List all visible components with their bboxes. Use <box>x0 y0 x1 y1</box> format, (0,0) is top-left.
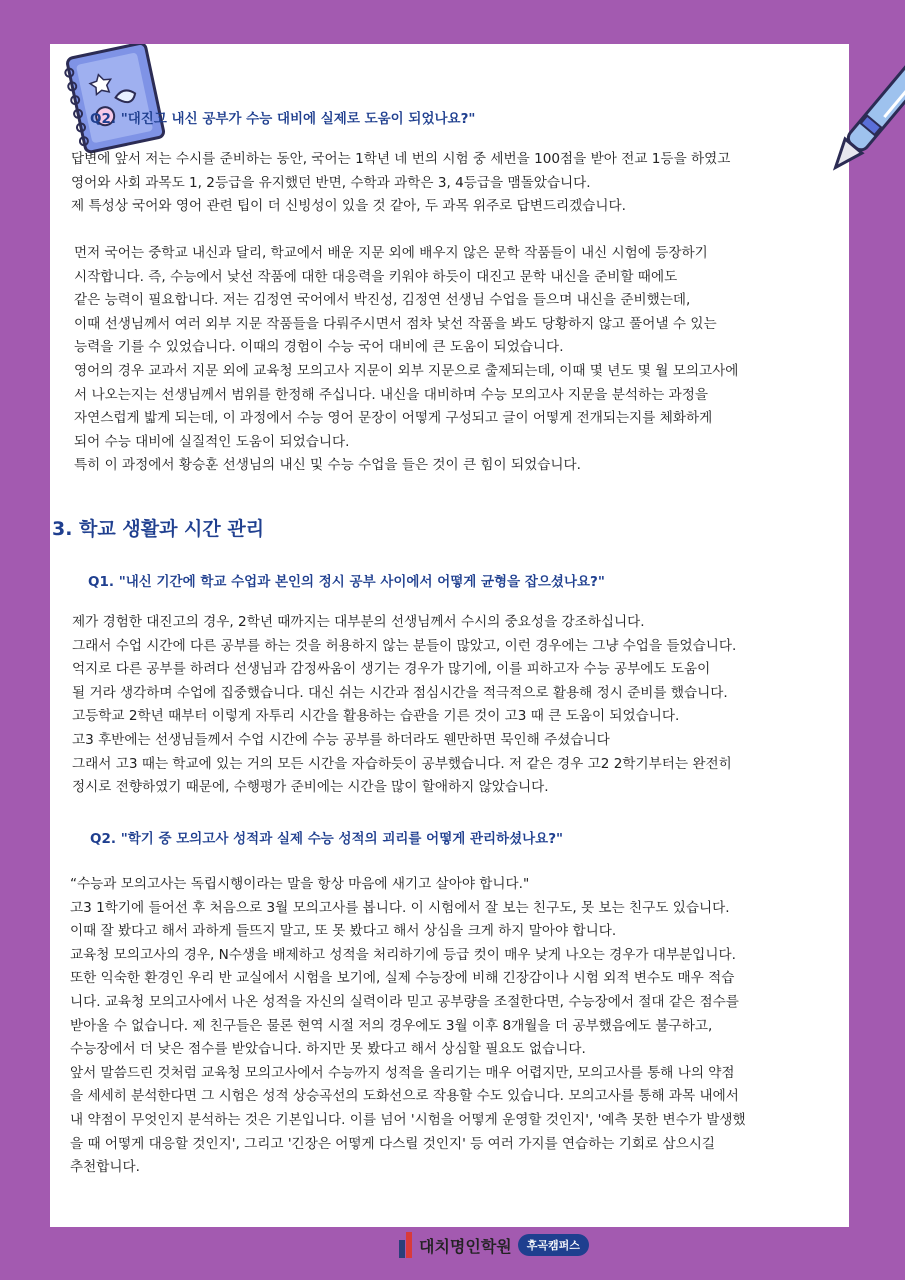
question-q2-top: Q2. "대진고 내신 공부가 수능 대비에 실제로 도움이 되었나요?" <box>90 111 476 127</box>
paragraph-line: 니다. 교육청 모의고사에서 나온 성적을 자신의 실력이라 믿고 공부량을 조절한다면, 수능장에서 절대 같은 점수를 <box>70 993 739 1010</box>
question-q1: Q1. "내신 기간에 학교 수업과 본인의 정시 공부 사이에서 어떻게 균형을 잡으셨나요?" <box>88 574 605 590</box>
paragraph-line: 자연스럽게 밟게 되는데, 이 과정에서 수능 영어 문장이 어떻게 구성되고 글이 어떻게 전개되는지를 체화하게 <box>74 410 713 427</box>
paragraph-line: 고3 후반에는 선생님들께서 수업 시간에 수능 공부를 하더라도 웬만하면 묵인해 주셨습니다 <box>72 731 610 748</box>
paragraph-line: 그래서 수업 시간에 다른 공부를 하는 것을 허용하지 않는 분들이 많았고, 이런 경우에는 그냥 수업을 들었습니다. <box>72 637 737 654</box>
logo-mark-icon <box>399 1232 413 1258</box>
paragraph-line: 답변에 앞서 저는 수시를 준비하는 동안, 국어는 1학년 네 번의 시험 중 세번을 100점을 받아 전교 1등을 하였고 <box>71 151 731 167</box>
paragraph-line: 먼저 국어는 중학교 내신과 달리, 학교에서 배운 지문 외에 배우지 않은 문학 작품들이 내신 시험에 등장하기 <box>74 245 708 261</box>
paragraph-line: 정시로 전향하였기 때문에, 수행평가 준비에는 시간을 많이 할애하지 않았습니다. <box>72 779 549 796</box>
paragraph-line: “수능과 모의고사는 독립시행이라는 말을 항상 마음에 새기고 살아야 합니다." <box>70 876 530 892</box>
paragraph-line: 또한 익숙한 환경인 우리 반 교실에서 시험을 보기에, 실제 수능장에 비해 긴장감이나 시험 외적 변수도 매우 적습 <box>70 970 735 987</box>
paragraph-line: 되어 수능 대비에 실질적인 도움이 되었습니다. <box>74 433 350 450</box>
paragraph-line: 능력을 기를 수 있었습니다. 이때의 경험이 수능 국어 대비에 큰 도움이 되었습니다. <box>74 339 564 356</box>
paragraph-line: 수능장에서 더 낮은 점수를 받았습니다. 하지만 못 봤다고 해서 상심할 필요도 없습니다. <box>70 1041 586 1058</box>
paragraph-line: 될 거라 생각하며 수업에 집중했습니다. 대신 쉬는 시간과 점심시간을 적극적으로 활용해 정시 준비를 했습니다. <box>72 684 728 701</box>
paragraph-line: 특히 이 과정에서 황승훈 선생님의 내신 및 수능 수업을 들은 것이 큰 힘이 되었습니다. <box>74 457 581 474</box>
paragraph-line: 내 약점이 무엇인지 분석하는 것은 기본입니다. 이를 넘어 '시험을 어떻게 운영할 것인지', '예측 못한 변수가 발생했 <box>70 1111 746 1128</box>
pen-illustration <box>810 44 905 189</box>
paragraph-line: 을 세세히 분석한다면 그 시험은 성적 상승곡선의 도화선으로 작용할 수도 있습니다. 모의고사를 통해 과목 내에서 <box>70 1088 739 1105</box>
paragraph-line: 추천합니다. <box>70 1159 140 1176</box>
notebook-illustration <box>54 44 174 156</box>
paragraph-line: 그래서 고3 때는 학교에 있는 거의 모든 시간을 자습하듯이 공부했습니다. 저 같은 경우 고2 2학기부터는 완전히 <box>72 755 732 772</box>
academy-logo <box>399 1231 589 1259</box>
campus-badge: 후곡캠퍼스 <box>518 1234 589 1256</box>
paragraph-intro <box>71 148 730 219</box>
paragraph-mock-exam <box>70 873 746 1180</box>
paragraph-balance <box>72 611 736 800</box>
paragraph-line: 억지로 다른 공부를 하려다 선생님과 감정싸움이 생기는 경우가 많기에, 이를 피하고자 수능 공부에도 도움이 <box>72 661 711 678</box>
paragraph-line: 고3 1학기에 들어선 후 처음으로 3월 모의고사를 봅니다. 이 시험에서 잘 보는 친구도, 못 보는 친구도 있습니다. <box>70 899 730 916</box>
paragraph-line: 이때 선생님께서 여러 외부 지문 작품들을 다뤄주시면서 점차 낯선 작품을 봐도 당황하지 않고 풀어낼 수 있는 <box>74 315 717 332</box>
paragraph-line: 제가 경험한 대진고의 경우, 2학년 때까지는 대부분의 선생님께서 수시의 중요성을 강조하십니다. <box>72 614 645 630</box>
paragraph-line: 교육청 모의고사의 경우, N수생을 배제하고 성적을 처리하기에 등급 컷이 매우 낮게 나오는 경우가 대부분입니다. <box>70 946 736 963</box>
paragraph-korean-english <box>74 242 738 478</box>
document-page <box>50 44 849 1256</box>
paragraph-line: 시작합니다. 즉, 수능에서 낯선 작품에 대한 대응력을 키워야 하듯이 대진고 문학 내신을 준비할 때에도 <box>74 268 678 285</box>
paragraph-line: 받아올 수 없습니다. 제 친구들은 물론 현역 시절 저의 경우에도 3월 이후 8개월을 더 공부했음에도 불구하고, <box>70 1017 713 1034</box>
paragraph-line: 이때 잘 봤다고 해서 과하게 들뜨지 말고, 또 못 봤다고 해서 상심을 크게 하지 말아야 합니다. <box>70 923 617 940</box>
paragraph-line: 같은 능력이 필요합니다. 저는 김정연 국어에서 박진성, 김정연 선생님 수업을 들으며 내신을 준비했는데, <box>74 292 691 309</box>
paragraph-line: 고등학교 2학년 때부터 이렇게 자투리 시간을 활용하는 습관을 기른 것이 고3 때 큰 도움이 되었습니다. <box>72 708 680 725</box>
paragraph-line: 영어의 경우 교과서 지문 외에 교육청 모의고사 지문이 외부 지문으로 출제되는데, 이때 몇 년도 몇 월 모의고사에 <box>74 362 739 379</box>
paragraph-line: 을 때 어떻게 대응할 것인지', 그리고 '긴장은 어떻게 다스릴 것인지' 등 여러 가지를 연습하는 기회로 삼으시길 <box>70 1135 716 1152</box>
section-heading: 3. 학교 생활과 시간 관리 <box>52 518 265 540</box>
paragraph-line: 제 특성상 국어와 영어 관련 팁이 더 신빙성이 있을 것 같아, 두 과목 위주로 답변드리겠습니다. <box>71 198 627 215</box>
question-q2: Q2. "학기 중 모의고사 성적과 실제 수능 성적의 괴리를 어떻게 관리하셨나요?" <box>90 831 564 847</box>
paragraph-line: 영어와 사회 과목도 1, 2등급을 유지했던 반면, 수학과 과학은 3, 4등급을 맴돌았습니다. <box>71 174 591 191</box>
paragraph-line: 앞서 말씀드린 것처럼 교육청 모의고사에서 수능까지 성적을 올리기는 매우 어렵지만, 모의고사를 통해 나의 약점 <box>70 1064 735 1081</box>
paragraph-line: 서 나오는지는 선생님께서 범위를 한정해 주십니다. 내신을 대비하며 수능 모의고사 지문을 분석하는 과정을 <box>74 386 708 403</box>
academy-name: 대치명인학원 <box>419 1236 512 1256</box>
